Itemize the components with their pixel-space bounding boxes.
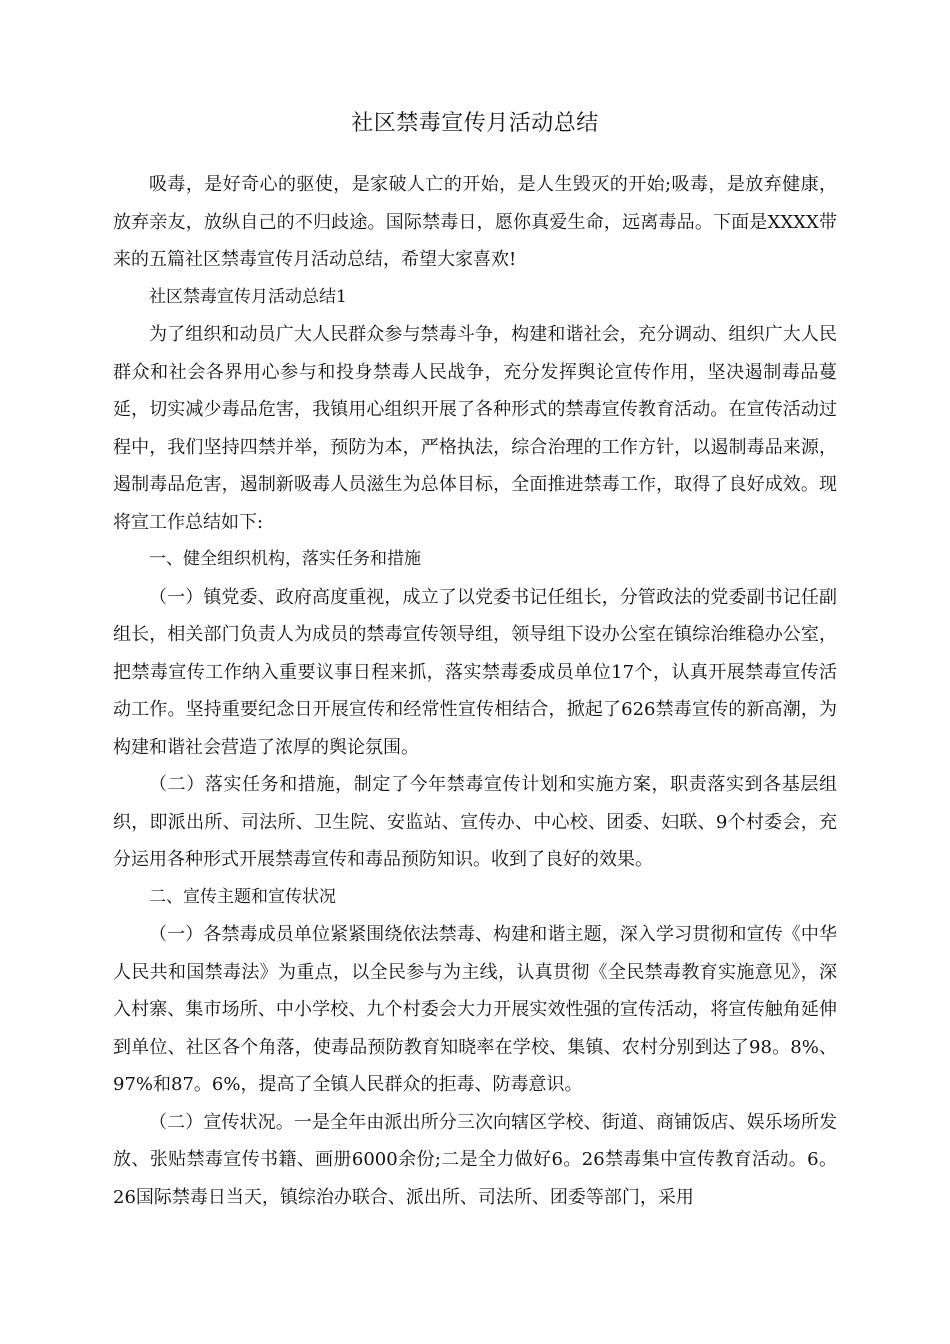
heading-organization: 一、健全组织机构，落实任务和措施 bbox=[149, 549, 421, 569]
heading-themes: 二、宣传主题和宣传状况 bbox=[149, 886, 336, 907]
paragraph-overview: 为了组织和动员广大人民群众参与禁毒斗争，构建和谐社会，充分调动、组织广大人民群众和社会各界用心参与和投身禁毒人民战争，充分发挥舆论宣传作用，坚决遏制毒品蔓延，切实减少毒品危害，我镇用心组织开展了各种形式的禁毒宣传教育活动。在宣传活动过程中，我们坚持四禁并举，预防为本，严格执法，综合治理的工作方针，以遏制毒品来源，遏制毒品危害，遏制新吸毒人员滋生为总体目标，全面推进禁毒工作，取得了良好成效。现将宣工作总结如下: bbox=[113, 324, 837, 533]
paragraph-organization-1: （一）镇党委、政府高度重视，成立了以党委书记任组长，分管政法的党委副书记任副组长，相关部门负责人为成员的禁毒宣传领导组，领导组下设办公室在镇综治维稳办公室，把禁毒宣传工作纳入重要议事日程来抓，落实禁毒委成员单位17个，认真开展禁毒宣传活动工作。坚持重要纪念日开展宣传和经常性宣传相结合，掀起了626禁毒宣传的新高潮，为构建和谐社会营造了浓厚的舆论氛围。 bbox=[113, 586, 837, 758]
document-title: 社区禁毒宣传月活动总结 bbox=[351, 111, 599, 136]
document-body bbox=[113, 102, 837, 1216]
section-subtitle: 社区禁毒宣传月活动总结1 bbox=[149, 286, 347, 307]
intro-paragraph: 吸毒，是好奇心的驱使，是家破人亡的开始，是人生毁灭的开始;吸毒，是放弃健康，放弃亲友，放纵自己的不归歧途。国际禁毒日，愿你真爱生命，远离毒品。下面是XXXX带来的五篇社区禁毒宣传月活动总结，希望大家喜欢! bbox=[113, 174, 837, 270]
paragraph-themes-1: （一）各禁毒成员单位紧紧围绕依法禁毒、构建和谐主题，深入学习贯彻和宣传《中华人民共和国禁毒法》为重点，以全民参与为主线，认真贯彻《全民禁毒教育实施意见》，深入村寨、集市场所、中小学校、九个村委会大力开展实效性强的宣传活动，将宣传触角延伸到单位、社区各个角落，使毒品预防教育知晓率在学校、集镇、农村分别到达了98。8%、97%和87。6%，提高了全镇人民群众的拒毒、防毒意识。 bbox=[113, 924, 837, 1095]
paragraph-themes-2: （二）宣传状况。一是全年由派出所分三次向辖区学校、街道、商铺饭店、娱乐场所发放、张贴禁毒宣传书籍、画册6000余份;二是全力做好6。26禁毒集中宣传教育活动。6。26国际禁毒日当天，镇综治办联合、派出所、司法所、团委等部门，采用 bbox=[113, 1111, 837, 1208]
paragraph-organization-2: （二）落实任务和措施，制定了今年禁毒宣传计划和实施方案，职责落实到各基层组织，即派出所、司法所、卫生院、安监站、宣传办、中心校、团委、妇联、9个村委会，充分运用各种形式开展禁毒宣传和毒品预防知识。收到了良好的效果。 bbox=[113, 774, 837, 870]
